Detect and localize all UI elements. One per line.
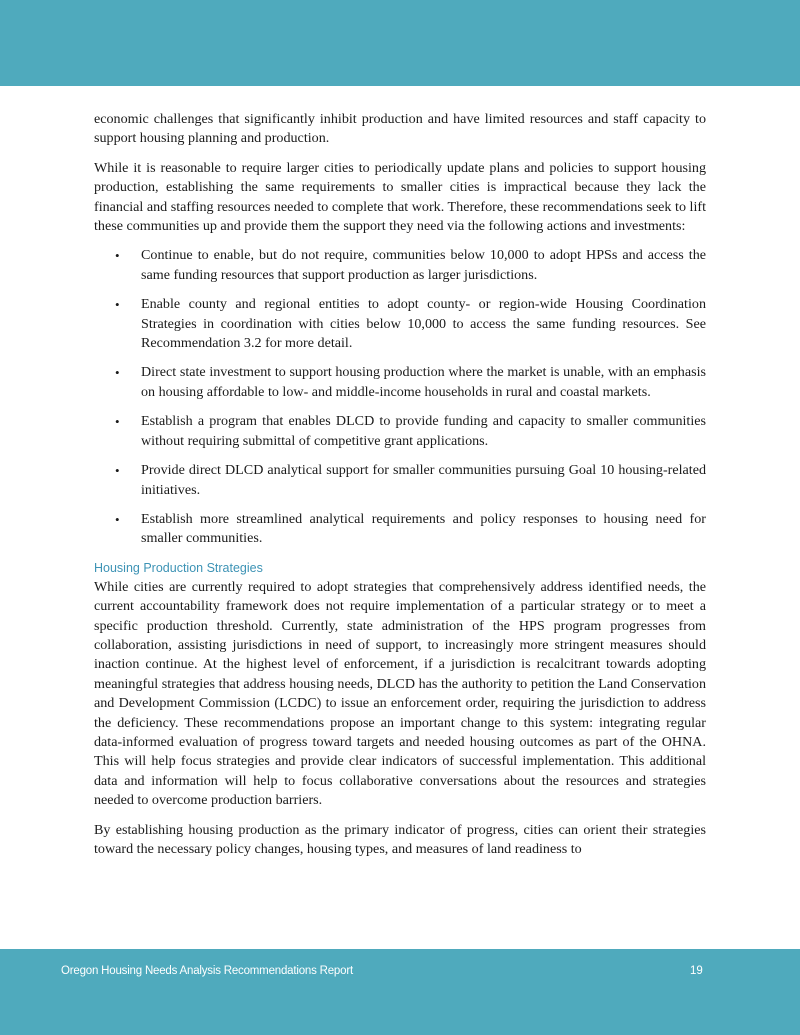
- bullet-icon: •: [115, 463, 120, 479]
- bullet-item: [94, 510, 706, 549]
- bullet-icon: •: [115, 511, 120, 527]
- body-paragraph: By establishing housing production as the primary indicator of progress, cities can orient their strategies toward the necessary policy changes, housing types, and measures of land readiness to: [94, 821, 706, 857]
- body-paragraph: While it is reasonable to require larger cities to periodically update plans and policies to support housing production, establishing the same requirements to smaller cities is impractical because they lack the financial and staffing resources needed to complete that work. Therefore, these recommendations seek to lift these communities up and provide them the support they need via the following actions and investments:: [94, 159, 706, 235]
- footer-band: [0, 949, 800, 1035]
- bullet-item: [94, 412, 706, 451]
- bullet-item: [94, 295, 706, 353]
- bullet-text: Establish more streamlined analytical requirements and policy responses to housing need for smaller communities.: [141, 510, 706, 547]
- page-number: 19: [690, 965, 703, 977]
- bullet-icon: •: [115, 248, 120, 264]
- bullet-item: [94, 363, 706, 402]
- bullet-item: [94, 461, 706, 500]
- header-band: [0, 0, 800, 86]
- bullet-list: [94, 246, 706, 548]
- bullet-icon: •: [115, 365, 120, 381]
- bullet-text: Establish a program that enables DLCD to provide funding and capacity to smaller communities without requiring submittal of competitive grant applications.: [141, 413, 706, 449]
- footer-report-title: Oregon Housing Needs Analysis Recommendations Report: [61, 965, 353, 977]
- bullet-text: Continue to enable, but do not require, communities below 10,000 to adopt HPSs and access the same funding resources that support production as larger jurisdictions.: [141, 247, 706, 283]
- bullet-icon: •: [115, 414, 120, 430]
- bullet-text: Enable county and regional entities to adopt county- or region-wide Housing Coordination Strategies in coordination with cities below 10,000 to access the same funding resources. See Recommendation 3.2 for more detail.: [141, 296, 706, 352]
- bullet-icon: •: [115, 297, 120, 313]
- bullet-text: Provide direct DLCD analytical support for smaller communities pursuing Goal 10 housing-related initiatives.: [141, 462, 706, 498]
- body-paragraph: economic challenges that significantly inhibit production and have limited resources and staff capacity to support housing planning and production.: [94, 111, 706, 147]
- bullet-text: Direct state investment to support housing production where the market is unable, with an emphasis on housing affordable to low- and middle-income households in rural and coastal markets.: [141, 364, 706, 400]
- page-content: [94, 110, 706, 869]
- body-paragraph: While cities are currently required to adopt strategies that comprehensively address identified needs, the current accountability framework does not require implementation of a particular strategy or to meet a specific production threshold. Currently, state administration of the HPS program progresses from collaboration, assisting jurisdictions in need of support, to increasingly more stringent measures should inaction continue. At the highest level of enforcement, if a jurisdiction is recalcitrant towards adopting meaningful strategies that address housing needs, DLCD has the authority to petition the Land Conservation and Development Commission (LCDC) to issue an enforcement order, requiring the jurisdiction to address the deficiency. These recommendations propose an important change to this system: integrating regular data-informed evaluation of progress toward targets and needed housing outcomes as part of the OHNA. This will help focus strategies and provide clear indicators of successful implementation. This additional data and information will help to focus collaborative conversations about the resources and strategies needed to overcome production barriers.: [94, 578, 706, 809]
- section-heading: Housing Production Strategies: [94, 560, 263, 575]
- bullet-item: [94, 246, 706, 285]
